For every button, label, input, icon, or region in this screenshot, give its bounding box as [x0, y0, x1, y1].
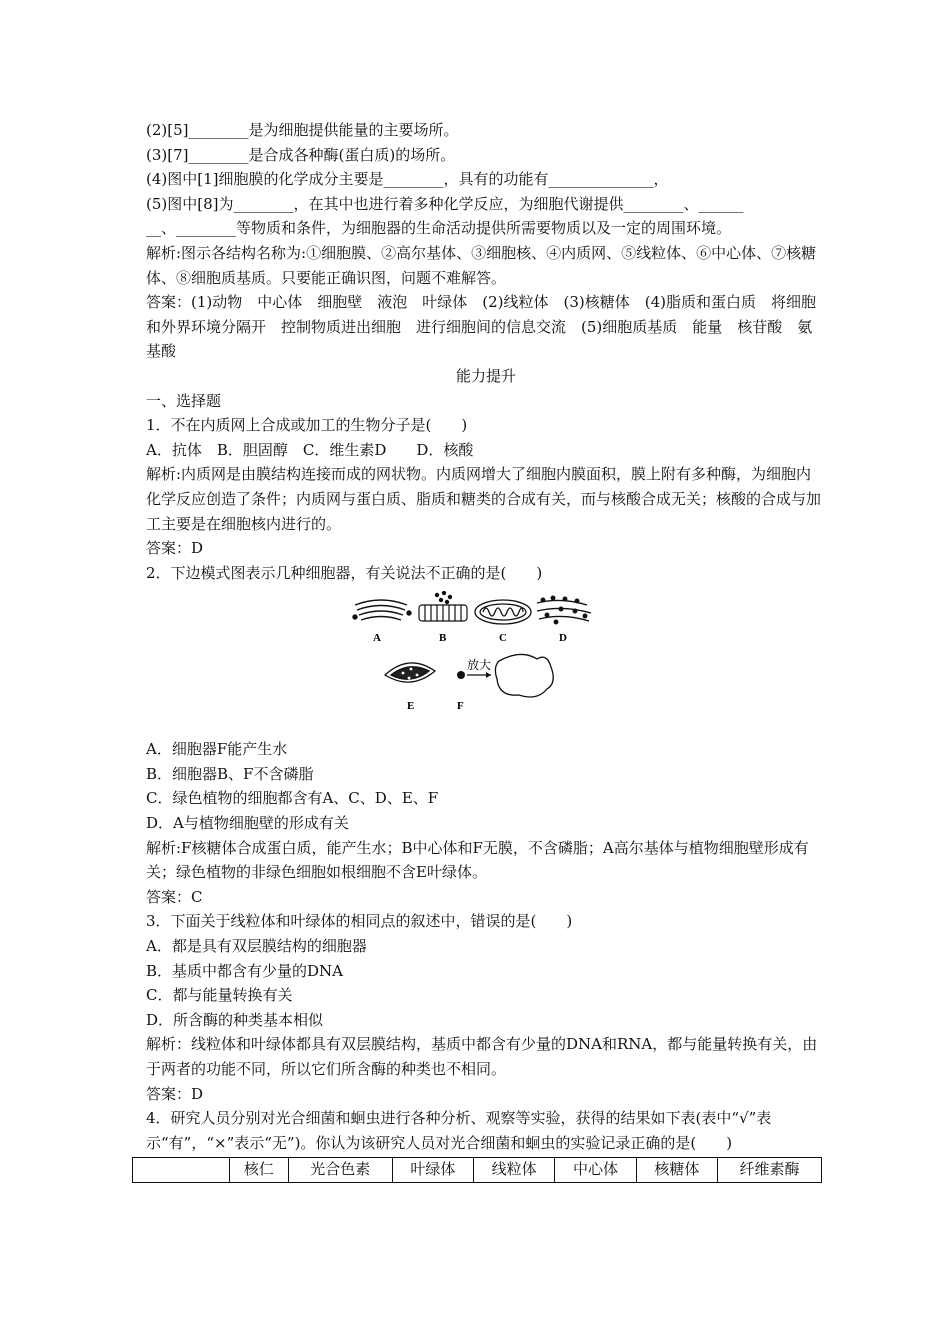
answer-text: 答案：(1)动物 中心体 细胞壁 液泡 叶绿体 (2)线粒体 (3)核糖体 (4)脂质和蛋白质 将细胞和外界环境分隔开 控制物质进出细胞 进行细胞间的信息交流 (5)细胞质基质 能量 核苷酸 氨基酸: [146, 293, 816, 361]
figure-label: C: [499, 632, 507, 645]
mitochondrion-drawing: [475, 600, 531, 624]
golgi-drawing: [353, 600, 411, 620]
table-header-cell: 光合色素: [288, 1158, 392, 1183]
q1-options: A．抗体 B．胆固醇 C．维生素D D．核酸: [146, 440, 474, 459]
figure-label: E: [407, 700, 415, 713]
rough-er-drawing: [537, 596, 591, 624]
chloroplast-drawing: [385, 663, 435, 682]
q2-option: C．绿色植物的细胞都含有A、C、D、E、F: [146, 789, 439, 808]
q1-answer: 答案：D: [146, 539, 204, 558]
question-line: (5)图中[8]为________，在其中也进行着多种化学反应，为细胞代谢提供________、______: [146, 194, 744, 213]
organelle-diagram: [351, 591, 611, 733]
question-line: __、________等物质和条件，为细胞器的生命活动提供所需要物质以及一定的周围环境。: [146, 219, 732, 238]
arrow-label: 放大: [467, 658, 492, 673]
question-line: (2)[5]________是为细胞提供能量的主要场所。: [146, 121, 459, 139]
q3-analysis: 解析：线粒体和叶绿体都具有双层膜结构，基质中都含有少量的DNA和RNA，都与能量转换有关，由于两者的功能不同，所以它们所含酶的种类也不相同。: [146, 1035, 818, 1078]
q1-analysis: 解析:内质网是由膜结构连接而成的网状物。内质网增大了细胞内膜面积，膜上附有多种酶，为细胞内化学反应创造了条件；内质网与蛋白质、脂质和糖类的合成有关，而与核酸合成无关；核酸的合成与加工主要是在细胞核内进行的。: [146, 465, 822, 533]
q2-option: D．A与植物细胞壁的形成有关: [146, 814, 349, 833]
q3-option: D．所含酶的种类基本相似: [146, 1010, 324, 1029]
figure-label: A: [373, 632, 381, 645]
q4-stem: 4．研究人员分别对光合细菌和蛔虫进行各种分析、观察等实验，获得的结果如下表(表中“√”表示“有”，“×”表示“无”)。你认为该研究人员对光合细菌和蛔虫的实验记录正确的是( ): [146, 1109, 772, 1152]
document-page: [146, 118, 826, 1183]
results-table: [132, 1157, 822, 1183]
figure-label: B: [439, 632, 447, 645]
q2-analysis: 解析:F核糖体合成蛋白质，能产生水；B中心体和F无膜，不含磷脂；A高尔基体与植物细胞壁形成有关；绿色植物的非绿色细胞如根细胞不含E叶绿体。: [146, 838, 809, 882]
table-header-cell: 核仁: [230, 1158, 289, 1183]
q2-answer: 答案：C: [146, 887, 203, 906]
table-header-cell: 中心体: [555, 1158, 636, 1183]
analysis-text: 解析:图示各结构名称为:①细胞膜、②高尔基体、③细胞核、④内质网、⑤线粒体、⑥中心体、⑦核糖体、⑧细胞质基质。只要能正确识图，问题不难解答。: [146, 243, 817, 287]
section-title: 能力提升: [455, 366, 516, 385]
subsection-title: 一、选择题: [146, 391, 222, 410]
q3-answer: 答案：D: [146, 1084, 204, 1103]
q2-option: B．细胞器B、F不含磷脂: [146, 764, 314, 783]
centrosome-drawing: [419, 592, 467, 622]
figure-label: D: [559, 632, 567, 645]
organelle-figure: [146, 591, 826, 733]
table-header-cell: 核糖体: [636, 1158, 717, 1183]
q2-option: A．细胞器F能产生水: [146, 740, 288, 759]
question-line: (4)图中[1]细胞膜的化学成分主要是________，具有的功能有______________，: [146, 170, 669, 189]
q3-option: A．都是具有双层膜结构的细胞器: [146, 937, 367, 956]
figure-label: F: [457, 700, 464, 713]
q3-option: C．都与能量转换有关: [146, 986, 293, 1005]
q3-stem: 3．下面关于线粒体和叶绿体的相同点的叙述中，错误的是( ): [146, 912, 573, 931]
q3-option: B．基质中都含有少量的DNA: [146, 961, 344, 980]
q1-stem: 1．不在内质网上合成或加工的生物分子是( ): [146, 416, 468, 435]
table-header-row: [133, 1158, 822, 1183]
table-header-cell: [133, 1158, 230, 1183]
table-header-cell: 纤维素酶: [718, 1158, 822, 1183]
table-header-cell: 叶绿体: [392, 1158, 473, 1183]
table-header-cell: 线粒体: [474, 1158, 555, 1183]
q2-stem: 2．下边模式图表示几种细胞器，有关说法不正确的是( ): [146, 563, 543, 582]
question-line: (3)[7]________是合成各种酶(蛋白质)的场所。: [146, 145, 456, 164]
